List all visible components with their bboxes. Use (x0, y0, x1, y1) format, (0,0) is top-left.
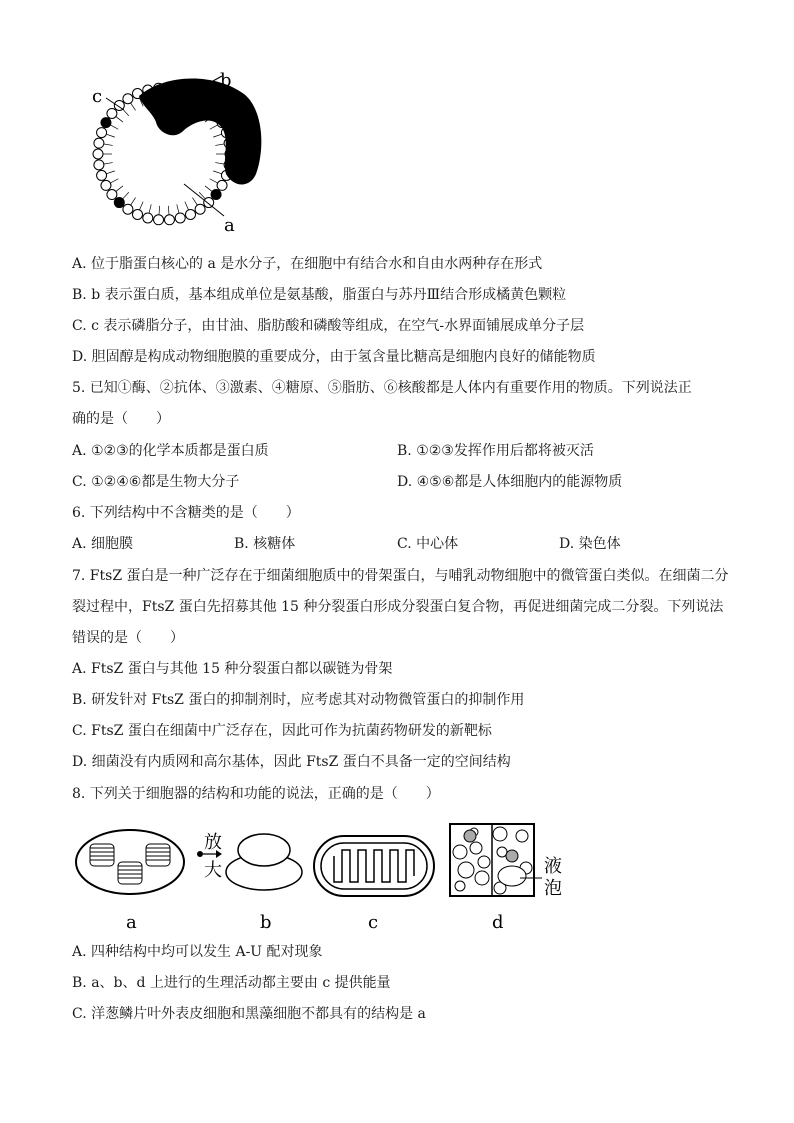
q6-option-b: B. 核糖体 (234, 536, 296, 552)
q6-stem: 6. 下列结构中不含糖类的是（ ） (72, 505, 300, 521)
q7-stem-line2: 裂过程中，FtsZ 蛋白先招募其他 15 种分裂蛋白形成分裂蛋白复合物，再促进细菌完成二分裂。下列说法 (72, 599, 724, 615)
q7-option-d: D. 细菌没有内质网和高尔基体，因此 FtsZ 蛋白不具备一定的空间结构 (72, 754, 511, 770)
ribosome-figure (192, 826, 312, 936)
ribosome-small-subunit (238, 834, 290, 866)
vacuole-label-2: 泡 (544, 878, 562, 899)
fig-label-a: a (126, 912, 137, 933)
grana-stack-right (146, 844, 170, 866)
q5-option-a: A. ①②③的化学本质都是蛋白质 (72, 443, 269, 459)
q5-option-c: C. ①②④⑥都是生物大分子 (72, 474, 240, 490)
nucleus-left (464, 830, 476, 842)
q5-stem-line1: 5. 已知①酶、②抗体、③激素、④糖原、⑤脂肪、⑥核酸都是人体内有重要作用的物质。下列说法正 (72, 380, 692, 396)
vacuole (498, 866, 526, 886)
protein-b (139, 78, 261, 184)
mitochondrion-figure (312, 826, 442, 936)
q7-option-a: A. FtsZ 蛋白与其他 15 种分裂蛋白都以碳链为骨架 (72, 661, 393, 677)
q8-option-b: B. a、b、d 上进行的生理活动都主要由 c 提供能量 (72, 975, 391, 991)
fig-label-b: b (260, 912, 272, 933)
q5-option-d: D. ④⑤⑥都是人体细胞内的能源物质 (397, 474, 623, 490)
q4-option-a: A. 位于脂蛋白核心的 a 是水分子，在细胞中有结合水和自由水两种存在形式 (72, 256, 543, 272)
lipoprotein-figure (84, 66, 284, 241)
q7-stem-line1: 7. FtsZ 蛋白是一种广泛存在于细菌细胞质中的骨架蛋白，与哺乳动物细胞中的微管蛋白类似。在细菌二分 (72, 568, 729, 584)
q7-option-b: B. 研发针对 FtsZ 蛋白的抑制剂时，应考虑其对动物微管蛋白的抑制作用 (72, 692, 525, 708)
label-b: b (220, 70, 232, 91)
chloroplast-figure (72, 826, 192, 936)
grana-stack-left (90, 844, 114, 866)
vacuole-label-1: 液 (544, 856, 562, 877)
q7-stem-line3: 错误的是（ ） (72, 630, 184, 646)
plant-cell-figure (446, 818, 576, 936)
q8-option-a: A. 四种结构中均可以发生 A-U 配对现象 (72, 944, 323, 960)
q6-option-d: D. 染色体 (559, 536, 621, 552)
nucleus-right (506, 850, 518, 862)
q4-option-d: D. 胆固醇是构成动物细胞膜的重要成分，由于氢含量比糖高是细胞内良好的储能物质 (72, 349, 596, 365)
q5-option-b: B. ①②③发挥作用后都将被灭活 (397, 443, 594, 459)
label-a: a (224, 215, 235, 236)
q6-option-a: A. 细胞膜 (72, 536, 134, 552)
q4-option-b: B. b 表示蛋白质，基本组成单位是氨基酸，脂蛋白与苏丹Ⅲ结合形成橘黄色颗粒 (72, 287, 567, 303)
q6-option-c: C. 中心体 (397, 536, 459, 552)
fig-label-d: d (492, 912, 504, 933)
ribosome-dot (197, 851, 203, 857)
q4-option-c: C. c 表示磷脂分子，由甘油、脂肪酸和磷酸等组成，在空气-水界面铺展成单分子层 (72, 318, 585, 334)
enlarge-char-1: 放 (204, 832, 222, 853)
grana-stack-bottom (118, 862, 142, 884)
q8-stem: 8. 下列关于细胞器的结构和功能的说法，正确的是（ ） (72, 786, 440, 802)
q8-option-c: C. 洋葱鳞片叶外表皮细胞和黑藻细胞不都具有的结构是 a (72, 1006, 426, 1022)
fig-label-c: c (368, 912, 379, 933)
label-c: c (92, 86, 103, 107)
q7-option-c: C. FtsZ 蛋白在细菌中广泛存在，因此可作为抗菌药物研发的新靶标 (72, 723, 492, 739)
q5-stem-line2: 确的是（ ） (72, 411, 170, 427)
enlarge-char-2: 大 (204, 860, 222, 881)
